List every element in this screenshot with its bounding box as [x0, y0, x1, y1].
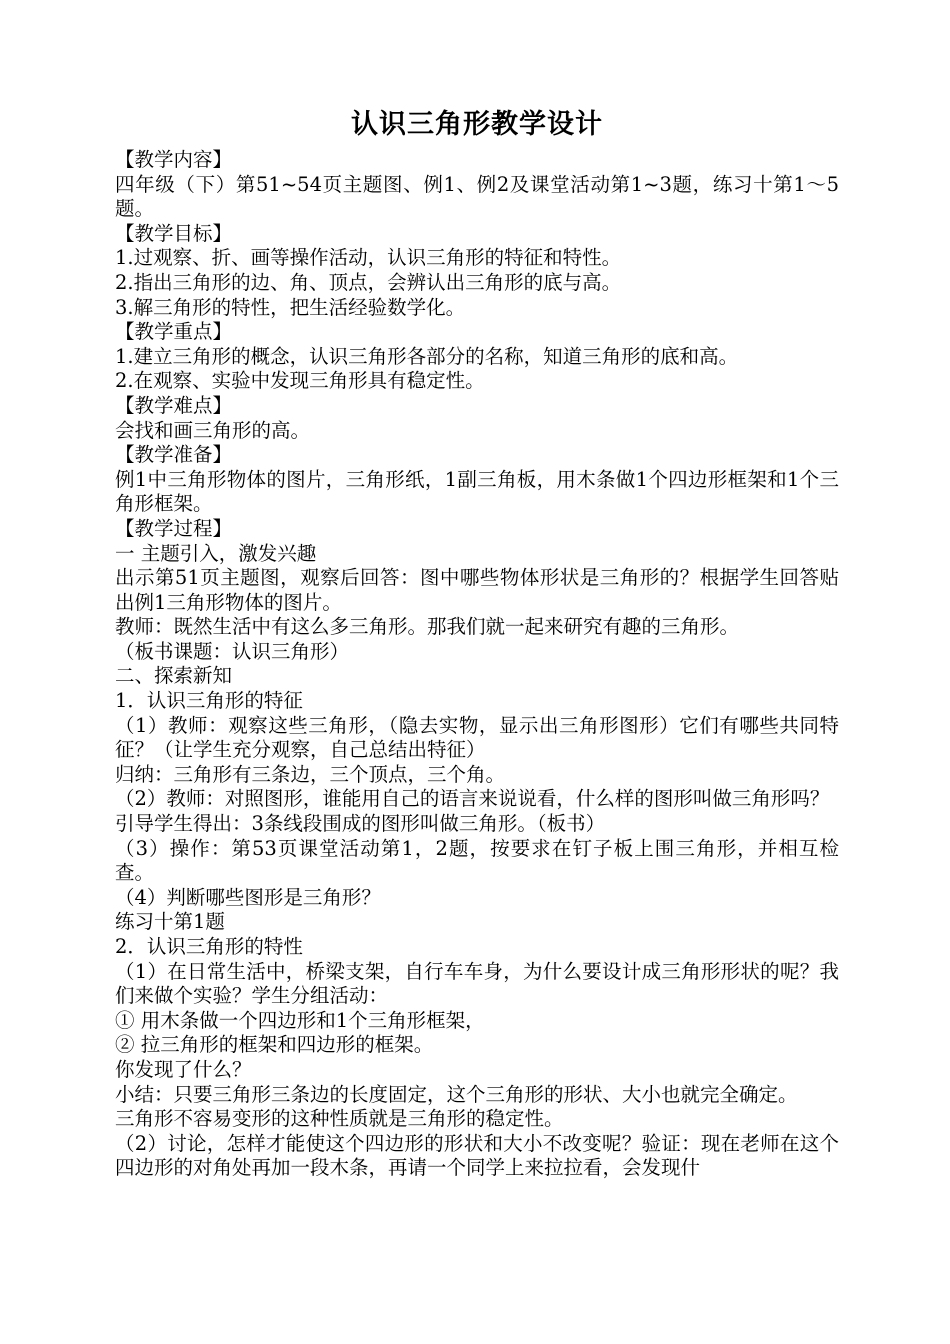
- paragraph: 归纳：三角形有三条边，三个顶点，三个角。: [115, 762, 506, 786]
- paragraph: （1）在日常生活中，桥梁支架，自行车车身，为什么要设计成三角形形状的呢？我们来做个实验？学生分组活动：: [115, 959, 839, 1008]
- document-page: [115, 106, 839, 1181]
- list-item: ② 拉三角形的框架和四边形的框架。: [115, 1033, 434, 1057]
- paragraph: 四年级（下）第51~54页主题图、例1、例2及课堂活动第1~3题，练习十第1～5题。: [115, 172, 839, 221]
- paragraph: （板书课题：认识三角形）: [115, 639, 350, 663]
- subheading: 1．认识三角形的特征: [115, 689, 303, 713]
- paragraph: 教师：既然生活中有这么多三角形。那我们就一起来研究有趣的三角形。: [115, 615, 740, 639]
- section-heading-objectives: 【教学目标】: [115, 221, 233, 245]
- subheading: 一 主题引入，激发兴趣: [115, 541, 317, 565]
- paragraph: 出示第51页主题图，观察后回答：图中哪些物体形状是三角形的？根据学生回答贴出例1三角形物体的图片。: [115, 566, 839, 614]
- paragraph: 练习十第1题: [115, 910, 225, 934]
- paragraph: 1.过观察、折、画等操作活动，认识三角形的特征和特性。: [115, 246, 622, 270]
- section-heading-key-points: 【教学重点】: [115, 320, 233, 344]
- paragraph: 3.解三角形的特性，把生活经验数学化。: [115, 295, 466, 319]
- paragraph: 小结：只要三角形三条边的长度固定，这个三角形的形状、大小也就完全确定。: [115, 1082, 798, 1106]
- paragraph: 你发现了什么？: [115, 1057, 252, 1081]
- paragraph: （4）判断哪些图形是三角形？: [115, 885, 381, 909]
- document-body: [115, 148, 839, 1181]
- section-heading-process: 【教学过程】: [115, 516, 233, 540]
- list-item: ① 用木条做一个四边形和1个三角形框架，: [115, 1008, 485, 1032]
- paragraph: （1）教师：观察这些三角形，（隐去实物，显示出三角形图形）它们有哪些共同特征？（让学生充分观察，自己总结出特征）: [115, 713, 839, 762]
- paragraph: 会找和画三角形的高。: [115, 418, 311, 442]
- subheading: 2．认识三角形的特性: [115, 935, 303, 958]
- paragraph: 2.在观察、实验中发现三角形具有稳定性。: [115, 369, 485, 393]
- paragraph: 1.建立三角形的概念，认识三角形各部分的名称，知道三角形的底和高。: [115, 344, 739, 368]
- paragraph: （2）教师：对照图形，谁能用自己的语言来说说看，什么样的图形叫做三角形吗？: [115, 787, 830, 811]
- paragraph: 三角形不容易变形的这种性质就是三角形的稳定性。: [115, 1107, 564, 1131]
- paragraph: （3）操作：第53页课堂活动第1，2题，按要求在钉子板上围三角形，并相互检查。: [115, 836, 839, 885]
- section-heading-content: 【教学内容】: [115, 148, 233, 171]
- paragraph: 2.指出三角形的边、角、顶点，会辨认出三角形的底与高。: [115, 270, 622, 294]
- subheading: 二、探索新知: [115, 664, 233, 688]
- section-heading-preparation: 【教学准备】: [115, 443, 233, 467]
- section-heading-difficulties: 【教学难点】: [115, 393, 233, 417]
- paragraph: 例1中三角形物体的图片，三角形纸，1副三角板，用木条做1个四边形框架和1个三角形框架。: [115, 467, 839, 516]
- paragraph: （2）讨论，怎样才能使这个四边形的形状和大小不改变呢？验证：现在老师在这个四边形的对角处再加一段木条，再请一个同学上来拉拉看，会发现什: [115, 1131, 839, 1180]
- paragraph: 引导学生得出：3条线段围成的图形叫做三角形。（板书）: [115, 812, 606, 836]
- document-title: 认识三角形教学设计: [351, 109, 603, 140]
